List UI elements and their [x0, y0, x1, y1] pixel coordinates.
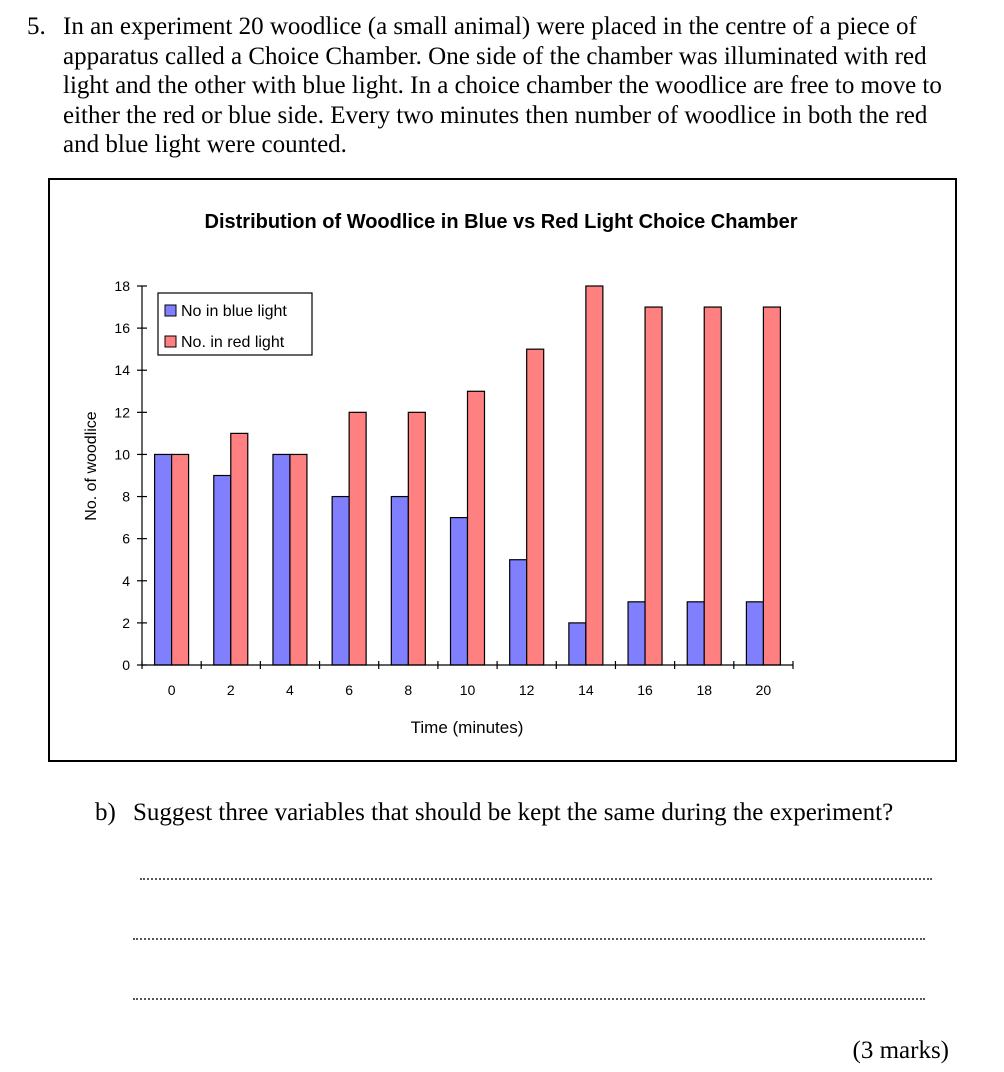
y-axis-label: No. of woodlice — [83, 411, 100, 521]
bar-blue-18 — [687, 602, 704, 665]
y-tick-label: 4 — [122, 572, 130, 589]
question-text: In an experiment 20 woodlice (a small animal) were placed in the centre of a piece of apparatus called a Choice Chamber. One side of the chamber was illuminated with red light and the other with blue light. In a choice chamber the woodlice are free to move to either the red or blue side. Every two minutes then number of woodlice in both the red and blue light were counted. — [63, 13, 942, 158]
chart-legend — [158, 293, 312, 355]
bar-blue-12 — [510, 560, 527, 665]
x-tick-label: 12 — [518, 682, 535, 698]
legend-swatch-blue — [165, 305, 176, 316]
y-tick-label: 12 — [114, 404, 130, 421]
bar-blue-2 — [214, 476, 231, 666]
y-tick-label: 14 — [114, 362, 130, 379]
x-tick-label: 18 — [696, 682, 713, 698]
y-tick-label: 2 — [122, 614, 130, 631]
y-tick-label: 0 — [122, 657, 130, 673]
y-tick-label: 8 — [122, 488, 130, 505]
bar-red-10 — [468, 391, 485, 665]
bar-chart — [50, 180, 955, 760]
x-tick-label: 8 — [404, 682, 413, 698]
bar-red-16 — [645, 307, 662, 665]
y-tick-label: 18 — [114, 278, 130, 294]
x-tick-label: 10 — [459, 682, 476, 698]
legend-label-red: No. in red light — [181, 334, 285, 351]
chart-frame — [48, 178, 957, 762]
bar-red-12 — [527, 349, 544, 665]
bar-red-6 — [349, 412, 366, 665]
y-tick-label: 16 — [114, 320, 130, 337]
answer-line-3[interactable] — [133, 998, 925, 1000]
bar-red-14 — [586, 286, 603, 665]
legend-swatch-red — [165, 336, 176, 347]
bar-blue-0 — [155, 454, 172, 665]
part-b-question — [95, 798, 893, 828]
bar-blue-16 — [628, 602, 645, 665]
answer-line-2[interactable] — [133, 938, 925, 940]
bar-red-2 — [231, 433, 248, 665]
bar-red-0 — [172, 454, 189, 665]
x-tick-label: 20 — [755, 682, 772, 698]
bar-red-18 — [704, 307, 721, 665]
bar-red-4 — [290, 454, 307, 665]
bar-blue-6 — [332, 497, 349, 665]
y-tick-label: 10 — [114, 446, 130, 463]
y-tick-label: 6 — [122, 530, 130, 547]
x-tick-label: 0 — [167, 682, 176, 698]
x-tick-label: 4 — [286, 682, 294, 698]
x-tick-label: 2 — [226, 682, 235, 698]
legend-label-blue: No in blue light — [181, 303, 287, 320]
x-tick-label: 14 — [578, 682, 594, 698]
bar-blue-8 — [391, 497, 408, 665]
bar-blue-14 — [569, 623, 586, 665]
bar-blue-10 — [451, 518, 468, 665]
bar-blue-4 — [273, 454, 290, 665]
x-axis-label: Time (minutes) — [410, 718, 524, 737]
bar-red-20 — [763, 307, 780, 665]
chart-title: Distribution of Woodlice in Blue vs Red Light Choice Chamber — [204, 211, 798, 233]
bar-blue-20 — [746, 602, 763, 665]
part-b-text: Suggest three variables that should be kept the same during the experiment? — [133, 799, 894, 826]
question-number: 5. — [27, 13, 46, 40]
part-b-label: b) — [95, 799, 116, 826]
x-tick-label: 6 — [345, 682, 354, 698]
answer-line-1[interactable] — [140, 878, 932, 880]
bar-red-8 — [408, 412, 425, 665]
marks-label: (3 marks) — [852, 1037, 949, 1064]
x-tick-label: 16 — [637, 682, 653, 698]
